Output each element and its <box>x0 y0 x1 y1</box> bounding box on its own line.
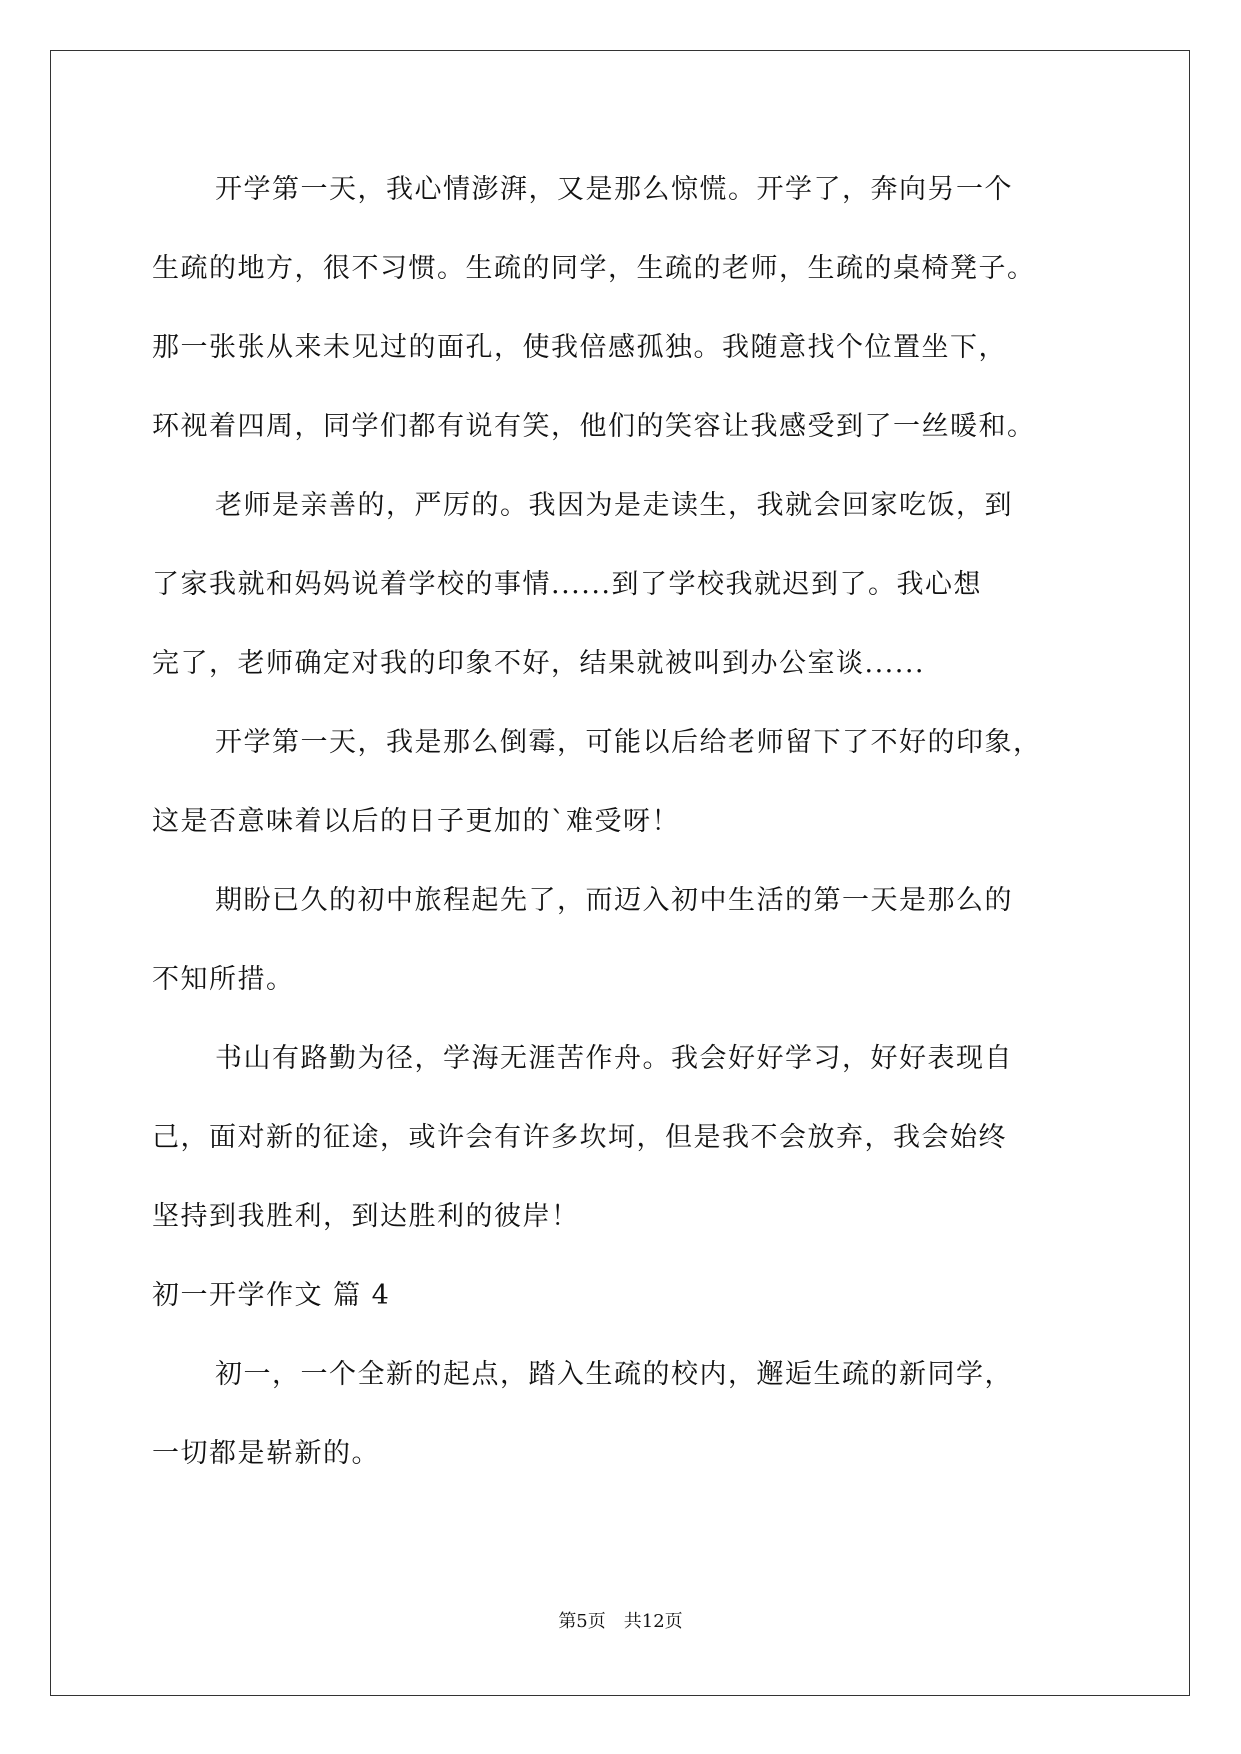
paragraph-line: 一切都是崭新的。 <box>152 1438 380 1469</box>
paragraph-line: 书山有路勤为径，学海无涯苦作舟。我会好好学习，好好表现自 <box>215 1043 1013 1074</box>
paragraph-line: 生疏的地方，很不习惯。生疏的同学，生疏的老师，生疏的桌椅凳子。 <box>152 253 1036 284</box>
page-number-footer: 第5页 共12页 <box>558 1611 683 1632</box>
paragraph-line: 老师是亲善的，严厉的。我因为是走读生，我就会回家吃饭，到 <box>215 490 1013 521</box>
paragraph-line: 坚持到我胜利，到达胜利的彼岸！ <box>152 1201 580 1232</box>
paragraph-line: 初一，一个全新的起点，踏入生疏的校内，邂逅生疏的新同学， <box>215 1359 1013 1390</box>
paragraph-line: 环视着四周，同学们都有说有笑，他们的笑容让我感受到了一丝暖和。 <box>152 411 1036 442</box>
paragraph-line: 己，面对新的征途，或许会有许多坎坷，但是我不会放弃，我会始终 <box>152 1122 1007 1153</box>
paragraph-line: 开学第一天，我是那么倒霉，可能以后给老师留下了不好的印象， <box>215 727 1042 758</box>
paragraph-line: 开学第一天，我心情澎湃，又是那么惊慌。开学了，奔向另一个 <box>215 174 1013 205</box>
paragraph-line: 那一张张从来未见过的面孔，使我倍感孤独。我随意找个位置坐下， <box>152 332 1007 363</box>
section-heading: 初一开学作文 篇 4 <box>152 1280 391 1311</box>
paragraph-line: 这是否意味着以后的日子更加的`难受呀！ <box>152 806 680 837</box>
paragraph-line: 了家我就和妈妈说着学校的事情......到了学校我就迟到了。我心想 <box>152 569 982 600</box>
paragraph-line: 完了，老师确定对我的印象不好，结果就被叫到办公室谈...... <box>152 648 925 679</box>
paragraph-line: 不知所措。 <box>152 964 295 995</box>
document-body <box>152 160 1092 1503</box>
paragraph-line: 期盼已久的初中旅程起先了，而迈入初中生活的第一天是那么的 <box>215 885 1013 916</box>
